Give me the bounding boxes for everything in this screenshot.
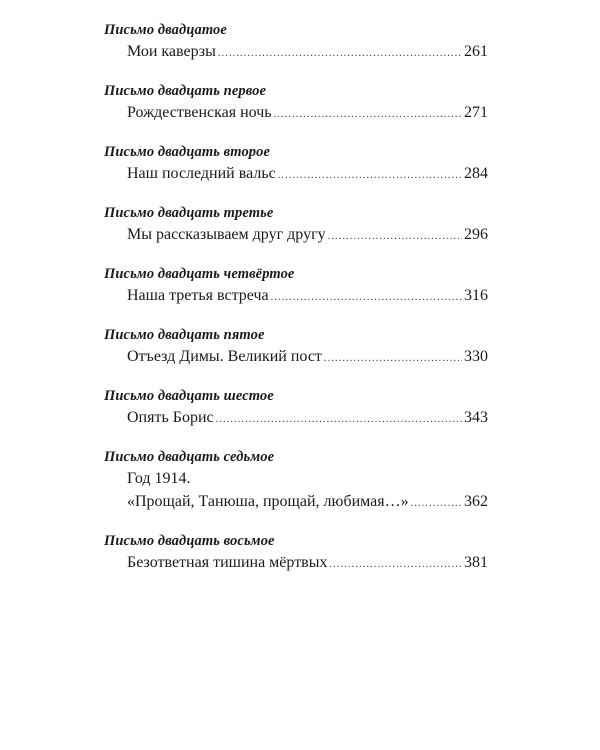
chapter-line — [104, 223, 488, 246]
table-of-contents — [104, 20, 488, 592]
chapter-title: Опять Борис — [127, 409, 214, 426]
chapter-title: Наш последний вальс — [127, 165, 276, 182]
letter-heading: Письмо двадцать второе — [104, 144, 271, 160]
page-number: 381 — [464, 554, 488, 571]
letter-heading: Письмо двадцать четвёртое — [104, 266, 295, 282]
letter-heading: Письмо двадцать восьмое — [104, 533, 275, 549]
letter-heading: Письмо двадцать первое — [104, 83, 266, 99]
toc-entry — [104, 20, 488, 63]
page-number: 362 — [464, 493, 488, 510]
chapter-line — [104, 101, 488, 124]
dot-leader — [271, 286, 462, 309]
chapter-title: Безответная тишина мёртвых — [127, 554, 328, 571]
chapter-line — [104, 490, 488, 513]
dot-leader — [274, 103, 462, 126]
letter-heading: Письмо двадцать седьмое — [104, 449, 275, 465]
chapter-line — [104, 406, 488, 429]
chapter-title: Рождественская ночь — [127, 104, 272, 121]
chapter-title: Мои каверзы — [127, 43, 216, 60]
chapter-title: Мы рассказываем друг другу — [127, 226, 326, 243]
chapter-line — [104, 40, 488, 63]
toc-entry — [104, 81, 488, 124]
letter-heading: Письмо двадцать пятое — [104, 327, 265, 343]
chapter-title: Отъезд Димы. Великий пост — [127, 348, 322, 365]
page-number: 296 — [464, 226, 488, 243]
dot-leader — [324, 347, 462, 370]
chapter-line — [104, 551, 488, 574]
chapter-title: «Прощай, Танюша, прощай, любимая…» — [127, 493, 409, 510]
chapter-line — [104, 345, 488, 368]
page-number: 330 — [464, 348, 488, 365]
toc-entry — [104, 142, 488, 185]
page-number: 284 — [464, 165, 488, 182]
dot-leader — [216, 408, 462, 431]
page-number: 343 — [464, 409, 488, 426]
toc-entry — [104, 264, 488, 307]
toc-entry — [104, 531, 488, 574]
chapter-line — [104, 284, 488, 307]
toc-entry — [104, 447, 488, 513]
dot-leader — [329, 553, 462, 576]
page-number: 261 — [464, 43, 488, 60]
letter-heading: Письмо двадцать шестое — [104, 388, 274, 404]
dot-leader — [278, 164, 462, 187]
dot-leader — [411, 492, 462, 515]
toc-entry — [104, 203, 488, 246]
letter-heading: Письмо двадцатое — [104, 22, 227, 38]
letter-heading: Письмо двадцать третье — [104, 205, 274, 221]
dot-leader — [328, 225, 462, 248]
toc-entry — [104, 386, 488, 429]
page-number: 271 — [464, 104, 488, 121]
chapter-title-first-line: Год 1914. — [127, 470, 191, 487]
chapter-title: Наша третья встреча — [127, 287, 269, 304]
page-number: 316 — [464, 287, 488, 304]
dot-leader — [218, 42, 462, 65]
chapter-line — [104, 162, 488, 185]
toc-entry — [104, 325, 488, 368]
